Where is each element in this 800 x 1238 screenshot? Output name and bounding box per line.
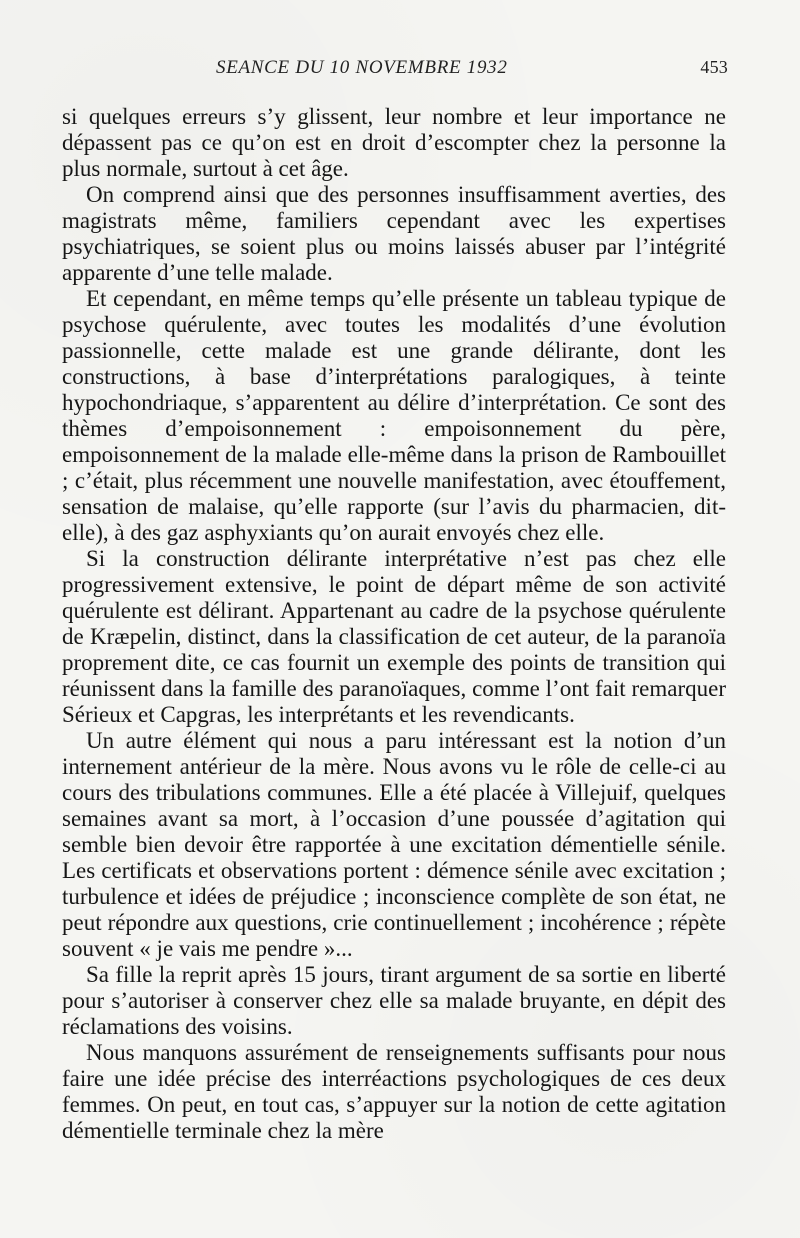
paragraph-3: Et cependant, en même temps qu’elle présente un tableau typique de psychose quérulente, avec toutes les modalités d’une évolution passionnelle, cette malade est une grande délirante, dont les constructions, à base d’interprétations paralogiques, à teinte hypochondriaque, s’apparentent au délire d’interprétation. Ce sont des thèmes d’empoisonnement : empoisonnement du père, empoisonnement de la malade elle-même dans la prison de Rambouillet ; c’était, plus récemment une nouvelle manifestation, avec étouffement, sensation de malaise, qu’elle rapporte (sur l’avis du pharmacien, dit-elle), à des gaz asphyxiants qu’on aurait envoyés chez elle. [62,286,726,545]
page-header [216,58,728,92]
paragraph-5: Un autre élément qui nous a paru intéressant est la notion d’un internement antérieur de la mère. Nous avons vu le rôle de celle-ci au cours des tribulations communes. Elle a été placée à Villejuif, quelques semaines avant sa mort, à l’occasion d’une poussée d’agitation qui semble bien devoir être rapportée à une excitation démentielle sénile. Les certificats et observations portent : démence sénile avec excitation ; turbulence et idées de préjudice ; inconscience complète de son état, ne peut répondre aux questions, crie continuellement ; incohérence ; répète souvent « je vais me pendre »... [62,728,726,961]
body-text [62,104,726,1144]
paragraph-6: Sa fille la reprit après 15 jours, tirant argument de sa sortie en liberté pour s’autoriser à conserver chez elle sa malade bruyante, en dépit des réclamations des voisins. [62,962,726,1039]
paragraph-2: On comprend ainsi que des personnes insuffisamment averties, des magistrats même, familiers cependant avec les expertises psychiatriques, se soient plus ou moins laissés abuser par l’intégrité apparente d’une telle malade. [62,182,726,285]
running-title: SEANCE DU 10 NOVEMBRE 1932 [216,57,508,78]
paragraph-1: si quelques erreurs s’y glissent, leur nombre et leur importance ne dépassent pas ce qu’on est en droit d’escompter chez la personne la plus normale, surtout à cet âge. [62,104,726,181]
page-number: 453 [700,57,728,77]
paragraph-4: Si la construction délirante interprétative n’est pas chez elle progressivement extensive, le point de départ même de son activité quérulente est délirant. Appartenant au cadre de la psychose quérulente de Kræpelin, distinct, dans la classification de cet auteur, de la paranoïa proprement dite, ce cas fournit un exemple des points de transition qui réunissent dans la famille des paranoïaques, comme l’ont fait remarquer Sérieux et Capgras, les interprétants et les revendicants. [62,546,726,727]
paragraph-7: Nous manquons assurément de renseignements suffisants pour nous faire une idée précise des interréactions psychologiques de ces deux femmes. On peut, en tout cas, s’appuyer sur la notion de cette agitation démentielle terminale chez la mère [62,1040,726,1143]
